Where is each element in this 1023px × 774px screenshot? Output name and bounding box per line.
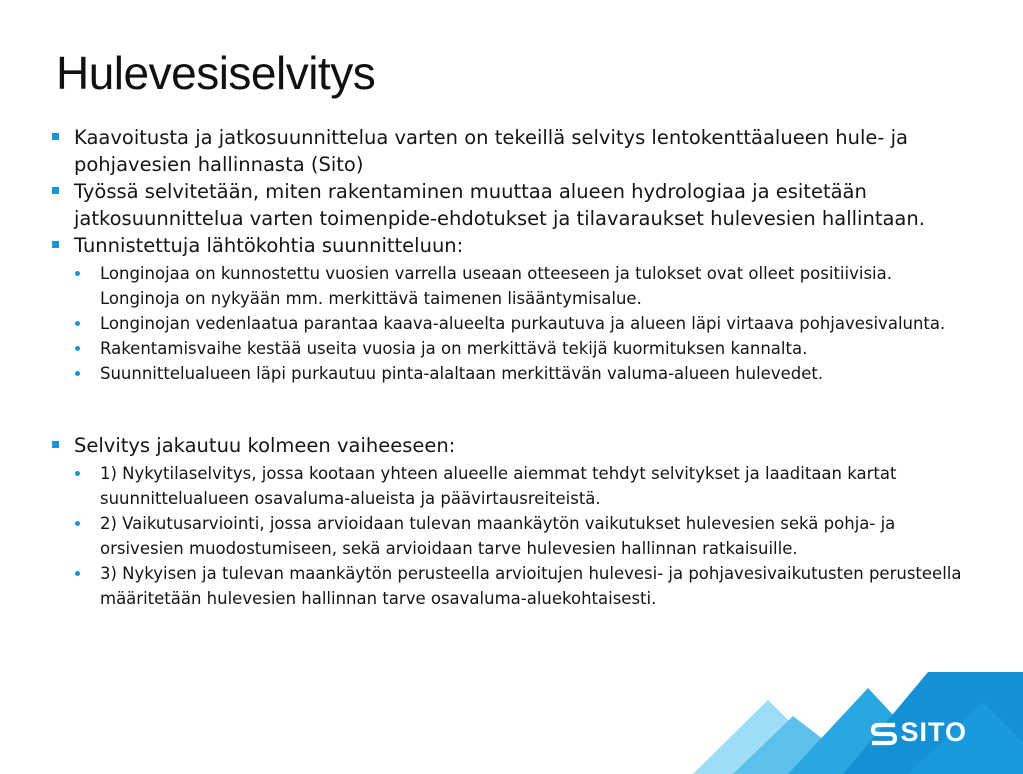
bullet-4 bbox=[50, 432, 970, 459]
sub-bullet-list bbox=[50, 461, 970, 611]
sub-bullet bbox=[50, 311, 970, 336]
sub-bullet-list bbox=[50, 261, 970, 386]
dot-bullet-icon bbox=[75, 571, 80, 576]
square-bullet-icon bbox=[52, 133, 59, 140]
sub-bullet bbox=[50, 336, 970, 361]
sub-bullet-text: Longinojaa on kunnostettu vuosien varrella useaan otteeseen ja tulokset ovat olleet positiivisia. Longinoja on nykyään mm. merkittävä taimenen lisääntymisalue. bbox=[100, 264, 892, 308]
dot-bullet-icon bbox=[75, 371, 80, 376]
sub-bullet-text: 1) Nykytilaselvitys, jossa kootaan yhteen alueelle aiemmat tehdyt selvitykset ja laaditaan kartat suunnittelualueen osavaluma-alueista ja päävirtausreiteistä. bbox=[100, 464, 897, 508]
bullet-text: Kaavoitusta ja jatkosuunnittelua varten on tekeillä selvitys lentokenttäalueen hule- ja pohjavesien hallinnasta (Sito) bbox=[74, 126, 908, 176]
sub-bullet bbox=[50, 461, 970, 511]
bullet-text: Tunnistettuja lähtökohtia suunnitteluun: bbox=[74, 234, 464, 257]
square-bullet-icon bbox=[52, 241, 59, 248]
bullet-1 bbox=[50, 124, 970, 178]
bullet-text: Selvitys jakautuu kolmeen vaiheeseen: bbox=[74, 434, 456, 457]
sito-s-logo-icon bbox=[869, 719, 899, 749]
sub-bullet-text: 3) Nykyisen ja tulevan maankäytön perusteella arvioitujen hulevesi- ja pohjavesivaikutusten perusteella määritetään hulevesien hallinnan tarve osavaluma-aluekohtaisesti. bbox=[100, 564, 962, 608]
bullet-text: Työssä selvitetään, miten rakentaminen muuttaa alueen hydrologiaa ja esitetään jatkosuunnittelua varten toimenpide-ehdotukset ja tilavaraukset hulevesien hallintaan. bbox=[74, 180, 925, 230]
dot-bullet-icon bbox=[75, 346, 80, 351]
dot-bullet-icon bbox=[75, 471, 80, 476]
sub-bullet-text: 2) Vaikutusarviointi, jossa arvioidaan tulevan maankäytön vaikutukset hulevesien sekä pohja- ja orsivesien muodostumiseen, sekä arvioidaan tarve hulevesien hallinnan ratkaisuille. bbox=[100, 514, 896, 558]
slide-title: Hulevesiselvitys bbox=[56, 47, 376, 99]
dot-bullet-icon bbox=[75, 321, 80, 326]
square-bullet-icon bbox=[52, 187, 59, 194]
sito-logo-text: SITO bbox=[900, 717, 967, 747]
dot-bullet-icon bbox=[75, 271, 80, 276]
sub-bullet bbox=[50, 561, 970, 611]
bullet-3 bbox=[50, 232, 970, 259]
sub-bullet-text: Rakentamisvaihe kestää useita vuosia ja on merkittävä tekijä kuormituksen kannalta. bbox=[100, 339, 808, 358]
sub-bullet-text: Longinojan vedenlaatua parantaa kaava-alueelta purkautuva ja alueen läpi virtaava pohjavesivalunta. bbox=[100, 314, 946, 333]
sub-bullet bbox=[50, 511, 970, 561]
sub-bullet bbox=[50, 361, 970, 386]
corner-decoration bbox=[693, 672, 1023, 774]
square-bullet-icon bbox=[52, 441, 59, 448]
bullet-2 bbox=[50, 178, 970, 232]
dot-bullet-icon bbox=[75, 521, 80, 526]
sub-bullet-text: Suunnittelualueen läpi purkautuu pinta-alaltaan merkittävän valuma-alueen hulevedet. bbox=[100, 364, 824, 383]
slide-content bbox=[50, 124, 970, 611]
sub-bullet bbox=[50, 261, 970, 311]
